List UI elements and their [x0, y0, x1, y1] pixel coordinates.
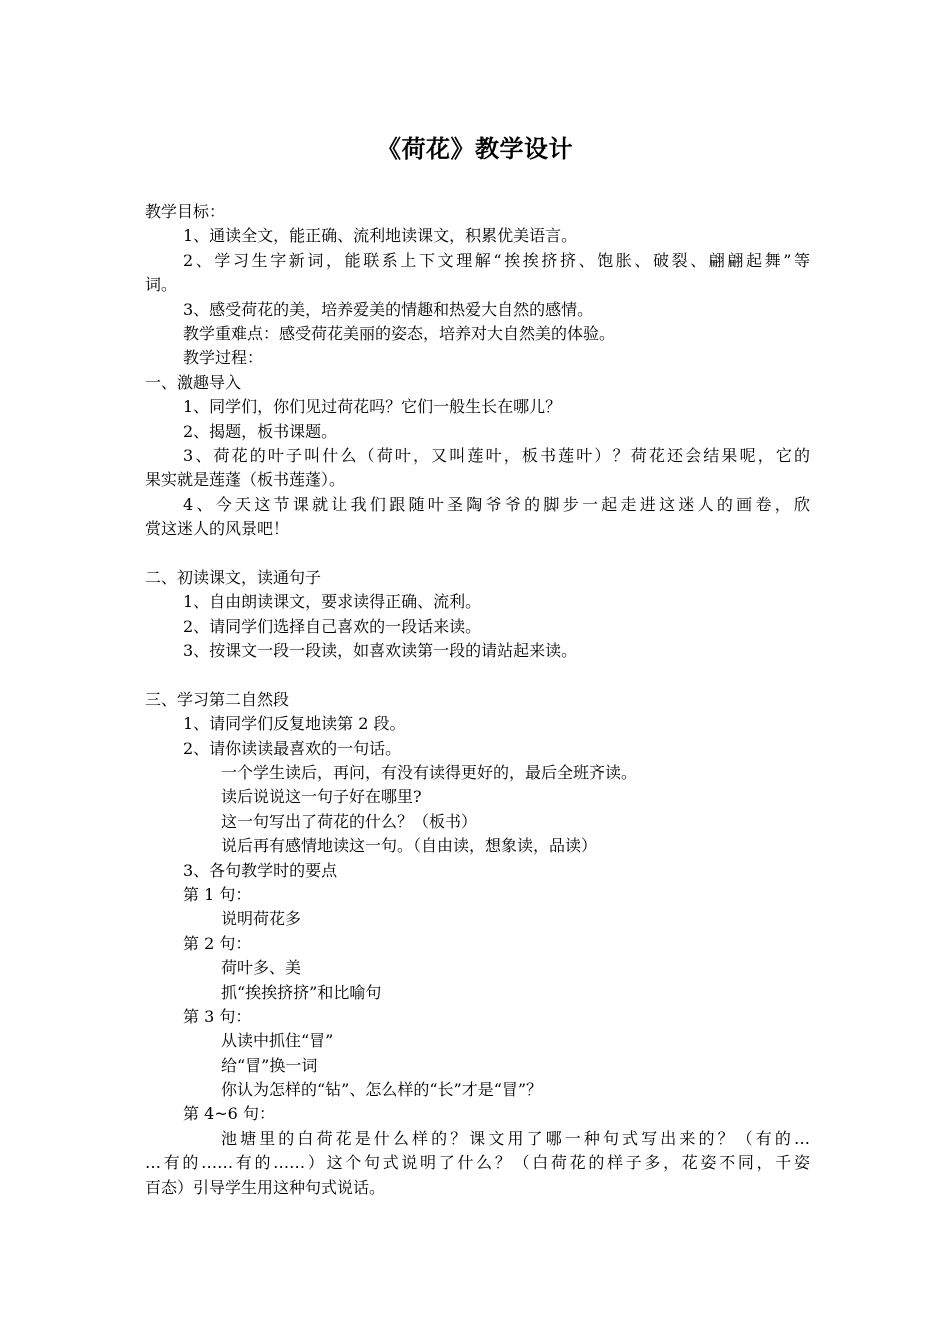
objective-item-2-line-1: 2、学习生字新词，能联系上下文理解“挨挨挤挤、饱胀、破裂、翩翩起舞”等 [183, 250, 810, 270]
section-1-heading: 一、激趣导入 [145, 372, 242, 392]
section-3-item-2-sub-2: 读后说说这一句子好在哪里? [221, 787, 422, 807]
document-body [145, 200, 810, 1200]
key-points: 教学重难点：感受荷花美丽的姿态，培养对大自然美的体验。 [183, 323, 616, 343]
section-3-item-1: 1、请同学们反复地读第 2 段。 [183, 714, 406, 734]
section-2-item-3: 3、按课文一段一段读，如喜欢读第一段的请站起来读。 [183, 641, 578, 661]
section-3-item-2: 2、请你读读最喜欢的一句话。 [183, 738, 402, 758]
section-3-heading: 三、学习第二自然段 [145, 689, 290, 709]
sentence-1-point-1: 说明荷花多 [221, 909, 302, 929]
section-2-item-1: 1、自由朗读课文，要求读得正确、流利。 [183, 592, 482, 612]
section-3-item-2-sub-1: 一个学生读后，再问，有没有读得更好的，最后全班齐读。 [221, 762, 638, 782]
process-heading: 教学过程： [183, 348, 264, 368]
section-3-item-2-sub-4: 说后再有感情地读这一句。（自由读，想象读，品读） [221, 836, 598, 856]
objective-item-3: 3、感受荷花的美，培养爱美的情趣和热爱大自然的感情。 [183, 299, 594, 319]
sentence-3-point-1: 从读中抓住“冒” [221, 1031, 334, 1051]
section-1-item-4-line-2: 赏这迷人的风景吧！ [145, 519, 290, 539]
sentence-3-point-3: 你认为怎样的“钻”、怎么样的“长”才是“冒”？ [221, 1080, 543, 1100]
sentence-1-label: 第 1 句： [183, 884, 252, 904]
section-2-heading: 二、初读课文，读通句子 [145, 567, 322, 587]
sentence-4-6-line-1: 池塘里的白荷花是什么样的？课文用了哪一种句式写出来的？（有的… [221, 1128, 810, 1148]
section-3-item-2-sub-3: 这一句写出了荷花的什么？（板书） [221, 811, 478, 831]
sentence-3-point-2: 给“冒”换一词 [221, 1055, 318, 1075]
sentence-2-point-2: 抓“挨挨挤挤”和比喻句 [221, 982, 382, 1002]
section-1-item-3-line-1: 3、荷花的叶子叫什么（荷叶，又叫莲叶，板书莲叶）？荷花还会结果呢，它的 [183, 445, 810, 465]
document-title: 《荷花》教学设计 [377, 135, 573, 163]
section-2-item-2: 2、请同学们选择自己喜欢的一段话来读。 [183, 616, 482, 636]
objectives-heading: 教学目标： [145, 202, 226, 221]
sentence-4-6-line-3: 百态）引导学生用这种句式说话。 [145, 1177, 386, 1197]
blank-line [145, 663, 810, 687]
objective-item-2-line-2: 词。 [145, 275, 178, 295]
section-1-item-4-line-1: 4、今天这节课就让我们跟随叶圣陶爷爷的脚步一起走进这迷人的画卷，欣 [183, 494, 810, 514]
sentence-2-label: 第 2 句： [183, 933, 252, 953]
sentence-2-point-1: 荷叶多、美 [221, 958, 302, 978]
section-1-item-2: 2、揭题，板书课题。 [183, 421, 338, 441]
blank-line [145, 541, 810, 565]
sentence-3-label: 第 3 句： [183, 1006, 252, 1026]
objective-item-1: 1、通读全文，能正确、流利地读课文，积累优美语言。 [183, 226, 578, 246]
sentence-4-6-line-2: …有的……有的……）这个句式说明了什么？（白荷花的样子多，花姿不同，千姿 [145, 1153, 810, 1173]
sentence-4-6-label: 第 4~6 句： [183, 1104, 275, 1124]
section-1-item-1: 1、同学们，你们见过荷花吗？它们一般生长在哪儿？ [183, 397, 562, 417]
section-1-item-3-line-2: 果实就是莲蓬（板书莲蓬）。 [145, 470, 346, 490]
section-3-item-3: 3、各句教学时的要点 [183, 860, 338, 880]
